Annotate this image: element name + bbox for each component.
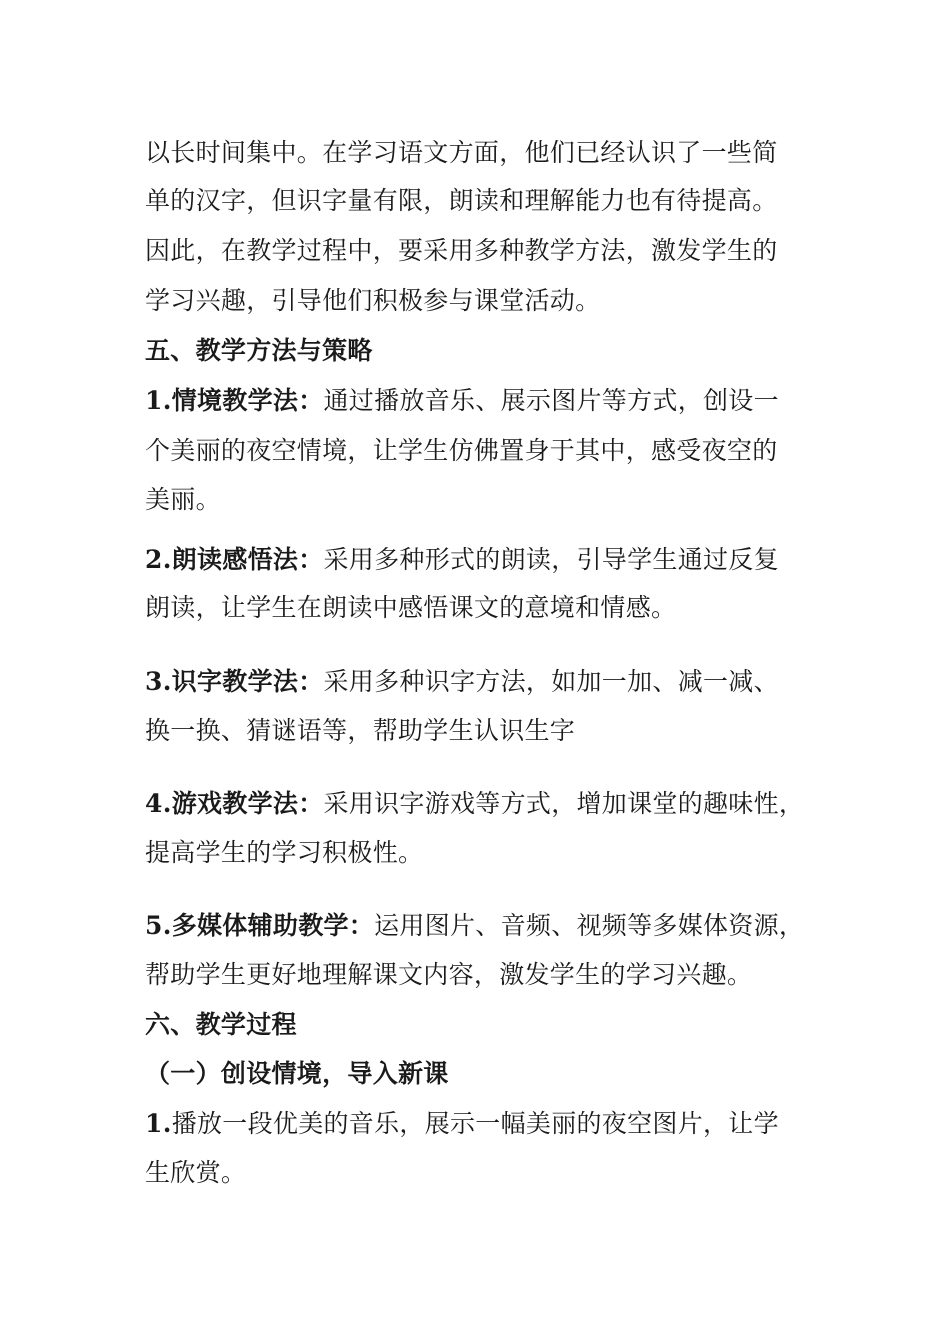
method-item-5	[145, 911, 804, 941]
section-heading: 六、教学过程	[145, 1010, 297, 1039]
intro-line: 以长时间集中。在学习语文方面，他们已经认识了一些简	[145, 138, 778, 167]
intro-line: 单的汉字，但识字量有限，朗读和理解能力也有待提高。	[145, 186, 778, 215]
method-item-2	[145, 545, 779, 575]
method-title: 5.多媒体辅助教学：	[145, 911, 375, 940]
intro-line: 学习兴趣，引导他们积极参与课堂活动。	[145, 286, 601, 315]
method-item-3	[145, 667, 779, 697]
method-text: 通过播放音乐、展示图片等方式，创设一	[323, 386, 779, 415]
section-heading: 五、教学方法与策略	[145, 336, 373, 365]
method-text: 采用识字游戏等方式，增加课堂的趣味性，	[323, 789, 805, 818]
method-text: 帮助学生更好地理解课文内容，激发学生的学习兴趣。	[145, 960, 753, 989]
method-title: 3.识字教学法：	[145, 667, 324, 696]
method-title: 1.情境教学法：	[145, 386, 324, 415]
process-text: 播放一段优美的音乐，展示一幅美丽的夜空图片，让学	[171, 1109, 779, 1138]
method-item-1	[145, 386, 779, 416]
intro-line: 因此，在教学过程中，要采用多种教学方法，激发学生的	[145, 236, 778, 265]
method-text: 朗读，让学生在朗读中感悟课文的意境和情感。	[145, 593, 677, 622]
subsection-heading: （一）创设情境，导入新课	[145, 1059, 449, 1088]
method-text: 美丽。	[145, 485, 221, 514]
method-text: 采用多种识字方法，如加一加、减一减、	[323, 667, 779, 696]
method-item-4	[145, 789, 804, 819]
method-title: 4.游戏教学法：	[145, 789, 324, 818]
method-text: 个美丽的夜空情境，让学生仿佛置身于其中，感受夜空的	[145, 436, 778, 465]
process-number: 1.	[145, 1109, 172, 1138]
method-text: 采用多种形式的朗读，引导学生通过反复	[323, 545, 779, 574]
method-text: 运用图片、音频、视频等多媒体资源，	[374, 911, 805, 940]
method-text: 提高学生的学习积极性。	[145, 838, 424, 867]
method-title: 2.朗读感悟法：	[145, 545, 324, 574]
method-text: 换一换、猜谜语等，帮助学生认识生字	[145, 716, 576, 745]
process-text: 生欣赏。	[145, 1158, 247, 1187]
process-item-1	[145, 1109, 779, 1139]
